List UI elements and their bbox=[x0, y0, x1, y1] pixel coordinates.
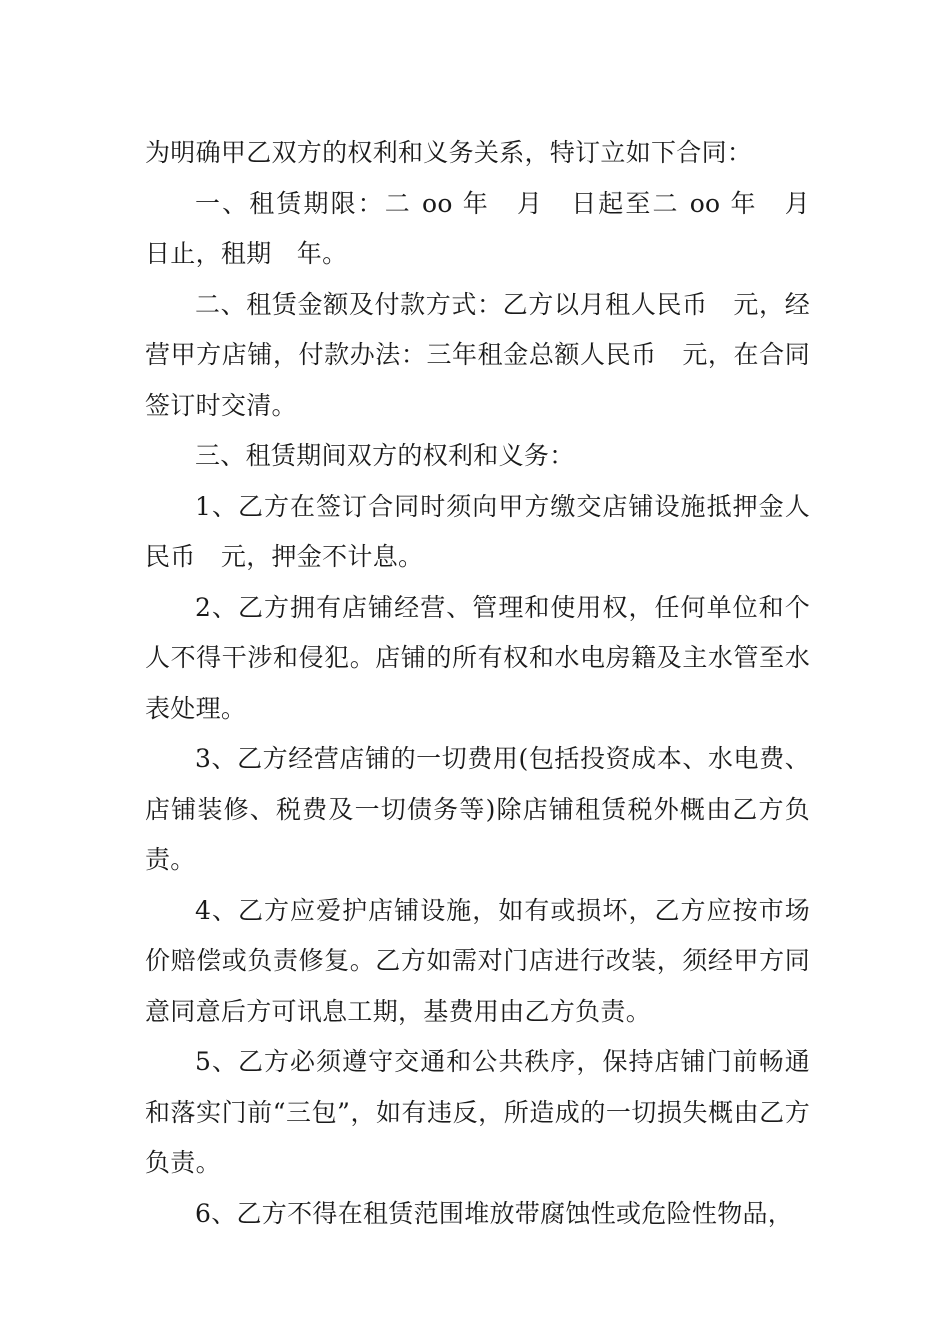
paragraph-clause-1: 1、乙方在签订合同时须向甲方缴交店铺设施抵押金人民币 元，押金不计息。 bbox=[145, 491, 810, 571]
paragraph-preamble: 为明确甲乙双方的权利和义务关系，特订立如下合同： bbox=[145, 138, 753, 167]
paragraph-clause-5: 5、乙方必须遵守交通和公共秩序，保持店铺门前畅通和落实门前“三包”，如有违反，所造成的一切损失概由乙方负责。 bbox=[145, 1047, 810, 1177]
paragraph-clause-2: 2、乙方拥有店铺经营、管理和使用权，任何单位和个人不得干涉和侵犯。店铺的所有权和水电房籍及主水管至水表处理。 bbox=[145, 592, 810, 723]
paragraph-clause-4: 4、乙方应爱护店铺设施，如有或损坏，乙方应按市场价赔偿或负责修复。乙方如需对门店进行改装，须经甲方同意同意后方可讯息工期，基费用由乙方负责。 bbox=[145, 895, 810, 1026]
paragraph-lease-term: 一、租赁期限：二 oo 年 月 日起至二 oo 年 月 日止，租期 年。 bbox=[145, 188, 836, 268]
paragraph-rights-heading: 三、租赁期间双方的权利和义务： bbox=[195, 441, 575, 470]
paragraph-clause-3: 3、乙方经营店铺的一切费用(包括投资成本、水电费、店铺装修、税费及一切债务等)除店铺租赁税外概由乙方负责。 bbox=[145, 744, 810, 874]
paragraph-clause-6: 6、乙方不得在租赁范围堆放带腐蚀性或危险性物品， bbox=[195, 1198, 794, 1228]
contract-body bbox=[145, 128, 836, 1239]
paragraph-rent-payment: 二、租赁金额及付款方式：乙方以月租人民币 元，经营甲方店铺，付款办法：三年租金总额人民币 元，在合同签订时交清。 bbox=[145, 289, 810, 420]
